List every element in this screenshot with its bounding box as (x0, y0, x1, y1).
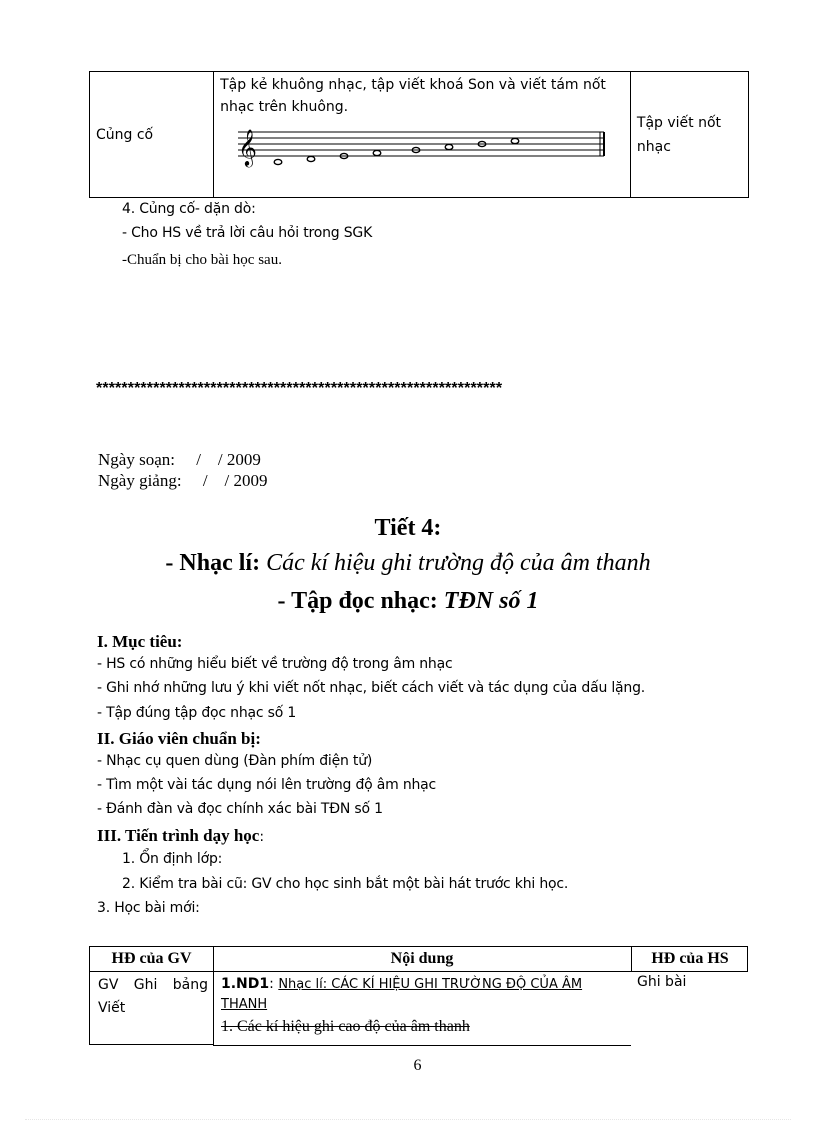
review-content (214, 72, 631, 198)
header-gv: HĐ của GV (89, 946, 214, 972)
review-hs (630, 72, 748, 198)
subtitle-1-prefix: - Nhạc lí: (165, 550, 267, 576)
dando-line1: - Cho HS về trả lời câu hỏi trong SGK (122, 225, 373, 241)
section3-heading-wrap (97, 826, 264, 846)
date-soan: Ngày soạn: / / 2009 (98, 450, 261, 469)
subtitle-2-italic: TĐN số 1 (443, 588, 539, 614)
star-separator: **************************************************************** (96, 380, 503, 397)
content-sub: 1. Các kí hiệu ghi cao độ của âm thanh (221, 1018, 470, 1035)
section2-item: - Nhạc cụ quen dùng (Đàn phím điện tử) (97, 753, 373, 769)
review-table (89, 71, 749, 198)
header-hs: HĐ của HS (631, 946, 748, 972)
hs-cell (631, 971, 747, 1045)
page-number: 6 (413, 1057, 422, 1074)
content-title: Nhạc lí: CÁC KÍ HIỆU GHI TRƯỜNG ĐỘ CỦA ÂM THANH (221, 977, 583, 1012)
section2-heading: II. Giáo viên chuẩn bị: (97, 729, 261, 748)
date-giang: Ngày giảng: / / 2009 (98, 471, 268, 490)
subtitle-2-prefix: - Tập đọc nhạc: (277, 588, 444, 614)
dando-line2: -Chuẩn bị cho bài học sau. (122, 252, 282, 268)
lesson-subtitle-1 (0, 550, 816, 577)
review-label-text: Củng cố (96, 126, 154, 143)
section3-heading-colon: : (259, 829, 265, 845)
lesson-table (89, 946, 749, 1046)
review-label (90, 72, 214, 198)
section2-item: - Tìm một vài tác dụng nói lên trường độ âm nhạc (97, 777, 437, 793)
subtitle-1-italic: Các kí hiệu ghi trường độ của âm thanh (266, 550, 651, 576)
content-cell (213, 971, 631, 1046)
music-staff (234, 120, 609, 170)
review-hs-text: Tập viết nốt nhạc (636, 114, 722, 155)
lesson-title: Tiết 4: (374, 515, 442, 541)
section1-item: - Ghi nhớ những lưu ý khi viết nốt nhạc, biết cách viết và tác dụng của dấu lặng. (97, 680, 646, 696)
hs-text: Ghi bài (637, 974, 687, 990)
content-sep: : (269, 976, 279, 992)
section3-heading: III. Tiến trình dạy học (97, 826, 260, 845)
staff-note (274, 159, 282, 164)
staff-note (307, 156, 315, 161)
section1-item: - HS có những hiểu biết về trường độ trong âm nhạc (97, 656, 453, 672)
staff-note (373, 150, 381, 155)
section3-item: 3. Học bài mới: (97, 900, 200, 916)
gv-text: GV Ghi bảng Viết (98, 977, 208, 1016)
treble-clef-icon: 𝄞 (238, 128, 258, 166)
section1-heading: I. Mục tiêu: (97, 632, 183, 651)
gv-cell (89, 971, 214, 1045)
section3-item: 2. Kiểm tra bài cũ: GV cho học sinh bắt một bài hát trước khi học. (122, 876, 569, 892)
content-label: 1.ND1 (221, 976, 270, 992)
header-content: Nội dung (213, 946, 631, 972)
review-content-text: Tập kẻ khuông nhạc, tập viết khoá Son và viết tám nốt nhạc trên khuông. (220, 77, 606, 115)
staff-note (445, 144, 453, 149)
lesson-subtitle-2 (0, 588, 816, 615)
section1-item: - Tập đúng tập đọc nhạc số 1 (97, 705, 297, 721)
staff-note (511, 138, 519, 143)
section3-item: 1. Ổn định lớp: (122, 851, 223, 867)
section2-item: - Đánh đàn và đọc chính xác bài TĐN số 1 (97, 801, 383, 817)
dando-heading: 4. Củng cố- dặn dò: (122, 201, 256, 217)
